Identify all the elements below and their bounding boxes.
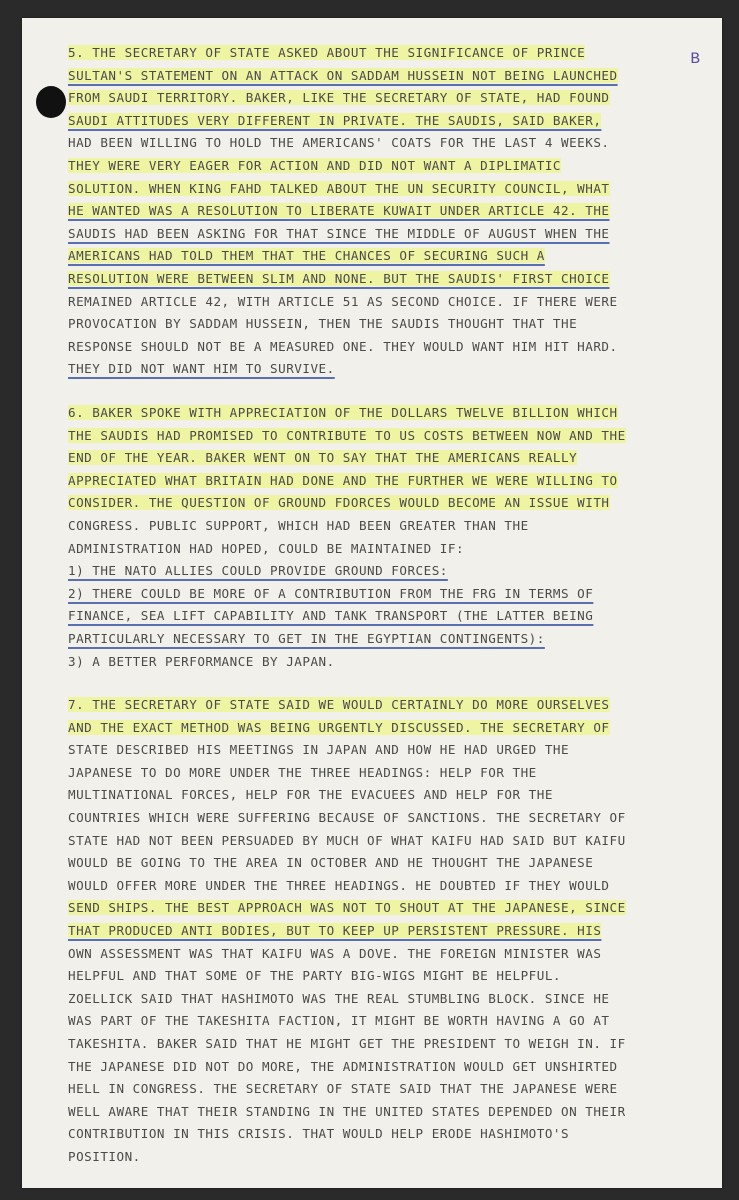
paragraph-6 [68,402,626,673]
text-line: ADMINISTRATION HAD HOPED, COULD BE MAINTAINED IF: [68,540,465,556]
text-line: JAPANESE TO DO MORE UNDER THE THREE HEADINGS: HELP FOR THE [68,764,537,780]
text-line: WOULD OFFER MORE UNDER THE THREE HEADINGS. HE DOUBTED IF THEY WOULD [68,877,610,893]
text-line: 5. THE SECRETARY OF STATE ASKED ABOUT THE SIGNIFICANCE OF PRINCE [68,45,586,60]
text-line: APPRECIATED WHAT BRITAIN HAD DONE AND THE FURTHER WE WERE WILLING TO [68,472,618,488]
text-line: FROM SAUDI TERRITORY. BAKER, LIKE THE SECRETARY OF STATE, HAD FOUND [68,90,610,106]
text-line: THE SAUDIS HAD PROMISED TO CONTRIBUTE TO US COSTS BETWEEN NOW AND THE [68,427,626,443]
text-line: OWN ASSESSMENT WAS THAT KAIFU WAS A DOVE. THE FOREIGN MINISTER WAS [68,945,602,961]
text-line: SOLUTION. WHEN KING FAHD TALKED ABOUT THE UN SECURITY COUNCIL, WHAT [68,180,610,196]
text-line: MULTINATIONAL FORCES, HELP FOR THE EVACUEES AND HELP FOR THE [68,787,553,803]
text-line: COUNTRIES WHICH WERE SUFFERING BECAUSE OF SANCTIONS. THE SECRETARY OF [68,809,626,825]
punch-hole [36,86,66,118]
text-line: TAKESHITA. BAKER SAID THAT HE MIGHT GET THE PRESIDENT TO WEIGH IN. IF [68,1035,626,1051]
text-line: WAS PART OF THE TAKESHITA FACTION, IT MIGHT BE WORTH HAVING A GO AT [68,1013,610,1029]
text-line: SAUDIS HAD BEEN ASKING FOR THAT SINCE THE MIDDLE OF AUGUST WHEN THE [68,225,610,241]
text-line: ZOELLICK SAID THAT HASHIMOTO WAS THE REAL STUMBLING BLOCK. SINCE HE [68,990,610,1006]
text-line: WOULD BE GOING TO THE AREA IN OCTOBER AND HE THOUGHT THE JAPANESE [68,855,594,871]
text-line: POSITION. [68,1148,141,1164]
text-line: HELL IN CONGRESS. THE SECRETARY OF STATE SAID THAT THE JAPANESE WERE [68,1081,618,1097]
text-line: CONGRESS. PUBLIC SUPPORT, WHICH HAD BEEN GREATER THAN THE [68,517,529,533]
text-line: THEY WERE VERY EAGER FOR ACTION AND DID NOT WANT A DIPLIMATIC [68,157,562,173]
text-line: FINANCE, SEA LIFT CAPABILITY AND TANK TRANSPORT (THE LATTER BEING [68,608,594,624]
text-line: 6. BAKER SPOKE WITH APPRECIATION OF THE DOLLARS TWELVE BILLION WHICH [68,405,618,420]
text-line: SULTAN'S STATEMENT ON AN ATTACK ON SADDAM HUSSEIN NOT BEING LAUNCHED [68,67,618,83]
text-line: AMERICANS HAD TOLD THEM THAT THE CHANCES OF SECURING SUCH A [68,248,545,264]
text-line: CONTRIBUTION IN THIS CRISIS. THAT WOULD HELP ERODE HASHIMOTO'S [68,1126,570,1142]
text-line: HAD BEEN WILLING TO HOLD THE AMERICANS' COATS FOR THE LAST 4 WEEKS. [68,135,610,151]
text-line: STATE HAD NOT BEEN PERSUADED BY MUCH OF WHAT KAIFU HAD SAID BUT KAIFU [68,832,626,848]
text-line: AND THE EXACT METHOD WAS BEING URGENTLY DISCUSSED. THE SECRETARY OF [68,719,610,735]
handwritten-margin-mark: B [690,50,700,68]
text-line: CONSIDER. THE QUESTION OF GROUND FDORCES WOULD BECOME AN ISSUE WITH [68,495,610,511]
text-line: THE JAPANESE DID NOT DO MORE, THE ADMINISTRATION WOULD GET UNSHIRTED [68,1058,618,1074]
text-line: THEY DID NOT WANT HIM TO SURVIVE. [68,361,335,377]
text-line: REMAINED ARTICLE 42, WITH ARTICLE 51 AS SECOND CHOICE. IF THERE WERE [68,293,618,309]
text-line: 7. THE SECRETARY OF STATE SAID WE WOULD CERTAINLY DO MORE OURSELVES [68,697,610,712]
text-line: RESPONSE SHOULD NOT BE A MEASURED ONE. THEY WOULD WANT HIM HIT HARD. [68,338,618,354]
text-line: END OF THE YEAR. BAKER WENT ON TO SAY THAT THE AMERICANS REALLY [68,450,578,466]
text-line: THAT PRODUCED ANTI BODIES, BUT TO KEEP UP PERSISTENT PRESSURE. HIS [68,922,602,938]
text-line: SEND SHIPS. THE BEST APPROACH WAS NOT TO SHOUT AT THE JAPANESE, SINCE [68,900,626,916]
document-page [22,18,722,1188]
paragraph-7 [68,694,626,1168]
text-line: 2) THERE COULD BE MORE OF A CONTRIBUTION FROM THE FRG IN TERMS OF [68,585,594,601]
text-line: PROVOCATION BY SADDAM HUSSEIN, THEN THE SAUDIS THOUGHT THAT THE [68,316,578,332]
text-line: SAUDI ATTITUDES VERY DIFFERENT IN PRIVATE. THE SAUDIS, SAID BAKER, [68,112,602,128]
paragraph-5 [68,42,618,381]
text-line: HE WANTED WAS A RESOLUTION TO LIBERATE KUWAIT UNDER ARTICLE 42. THE [68,203,610,219]
text-line: 1) THE NATO ALLIES COULD PROVIDE GROUND FORCES: [68,563,448,579]
text-line: 3) A BETTER PERFORMANCE BY JAPAN. [68,653,335,669]
text-line: PARTICULARLY NECESSARY TO GET IN THE EGYPTIAN CONTINGENTS): [68,630,545,646]
text-line: HELPFUL AND THAT SOME OF THE PARTY BIG-WIGS MIGHT BE HELPFUL. [68,968,562,984]
text-line: RESOLUTION WERE BETWEEN SLIM AND NONE. BUT THE SAUDIS' FIRST CHOICE [68,270,610,286]
text-line: STATE DESCRIBED HIS MEETINGS IN JAPAN AND HOW HE HAD URGED THE [68,742,570,758]
text-line: WELL AWARE THAT THEIR STANDING IN THE UNITED STATES DEPENDED ON THEIR [68,1103,626,1119]
